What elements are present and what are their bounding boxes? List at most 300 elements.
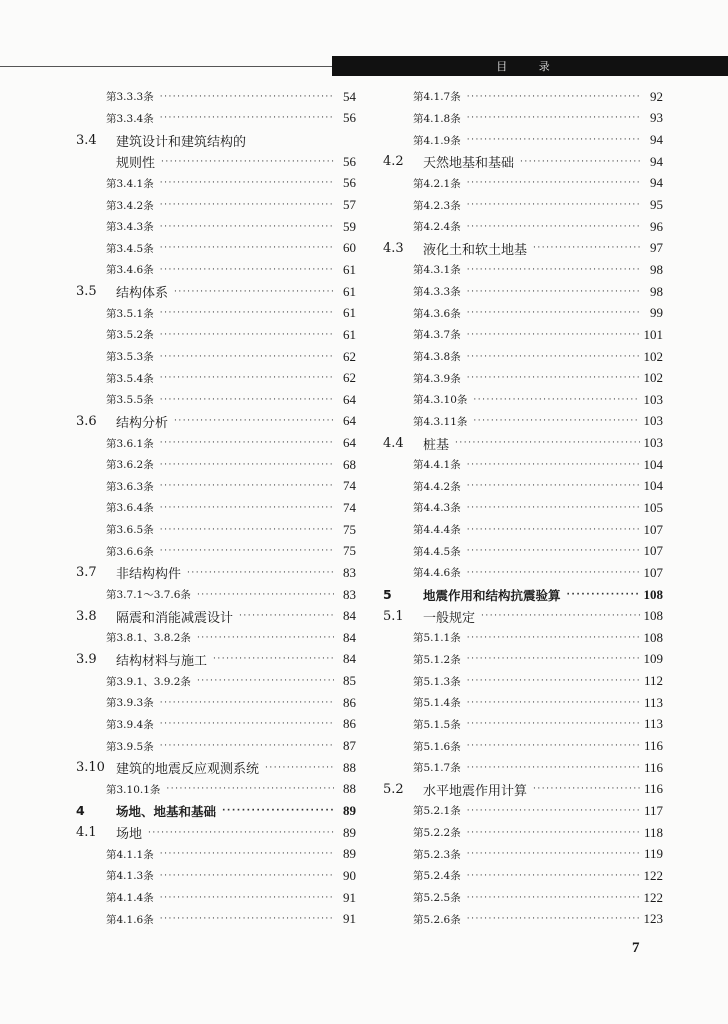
toc-entry xyxy=(76,432,356,454)
toc-entry-page: 94 xyxy=(650,175,663,191)
toc-entry-page: 83 xyxy=(343,586,356,602)
toc-entry xyxy=(383,670,663,692)
toc-leader-dots xyxy=(467,523,640,537)
toc-leader-dots xyxy=(148,826,334,840)
toc-entry xyxy=(383,887,663,909)
toc-leader-dots xyxy=(473,414,639,428)
toc-entry-title: 非结构构件 xyxy=(116,567,182,583)
toc-entry xyxy=(383,346,663,368)
toc-entry-title: 第3.6.1条 xyxy=(106,437,154,450)
toc-entry-page: 113 xyxy=(643,716,663,732)
toc-entry-title: 第4.1.6条 xyxy=(106,913,154,926)
toc-leader-dots xyxy=(467,285,641,299)
toc-entry xyxy=(383,714,663,736)
toc-leader-dots xyxy=(160,912,334,926)
toc-entry-page: 62 xyxy=(343,370,356,386)
toc-left-column xyxy=(76,86,356,930)
toc-entry-title: 天然地基和基础 xyxy=(423,156,515,172)
toc-leader-dots xyxy=(160,220,334,234)
toc-entry-page: 85 xyxy=(343,673,356,689)
toc-entry xyxy=(76,454,356,476)
toc-leader-dots xyxy=(160,306,334,320)
toc-entry-page: 89 xyxy=(343,824,356,840)
toc-leader-dots xyxy=(160,501,334,515)
toc-entry xyxy=(383,497,663,519)
toc-entry-page: 56 xyxy=(343,153,356,169)
toc-entry-number: 4.1 xyxy=(76,825,97,841)
toc-leader-dots xyxy=(467,501,640,515)
toc-entry xyxy=(383,519,663,541)
toc-leader-dots xyxy=(160,393,334,407)
toc-entry-page: 109 xyxy=(643,651,663,667)
toc-entry-page: 88 xyxy=(343,781,356,797)
toc-entry xyxy=(383,129,663,151)
toc-entry-title: 建筑的地震反应观测系统 xyxy=(116,762,260,778)
toc-entry-title: 第4.4.5条 xyxy=(413,545,461,558)
toc-entry-title: 规则性 xyxy=(116,156,156,172)
toc-entry-title: 第3.6.3条 xyxy=(106,480,154,493)
toc-leader-dots xyxy=(567,588,640,602)
toc-entry-page: 116 xyxy=(643,781,663,797)
toc-entry xyxy=(76,865,356,887)
toc-entry-page: 84 xyxy=(343,608,356,624)
toc-leader-dots xyxy=(467,761,640,775)
toc-entry-page: 94 xyxy=(650,132,663,148)
toc-entry xyxy=(383,173,663,195)
toc-entry-page: 104 xyxy=(643,456,663,472)
toc-entry-page: 108 xyxy=(643,608,663,624)
toc-entry-number: 3.4 xyxy=(76,132,97,148)
toc-entry-number: 3.6 xyxy=(76,413,97,429)
toc-entry-number: 4.2 xyxy=(383,154,404,170)
toc-leader-dots xyxy=(467,674,640,688)
toc-entry-page: 97 xyxy=(650,240,663,256)
toc-leader-dots xyxy=(160,90,334,104)
toc-entry-page: 75 xyxy=(343,521,356,537)
toc-entry-title: 结构材料与施工 xyxy=(116,653,208,669)
toc-entry-page: 64 xyxy=(343,435,356,451)
toc-entry xyxy=(76,389,356,411)
toc-entry-page: 90 xyxy=(343,867,356,883)
toc-entry-number: 5.2 xyxy=(383,781,404,797)
toc-leader-dots xyxy=(166,782,334,796)
toc-entry xyxy=(76,346,356,368)
toc-leader-dots xyxy=(222,804,334,818)
toc-entry xyxy=(383,302,663,324)
toc-entry xyxy=(383,649,663,671)
toc-entry xyxy=(76,411,356,433)
toc-entry-title: 液化土和软土地基 xyxy=(423,242,528,258)
toc-entry xyxy=(76,562,356,584)
toc-entry xyxy=(76,519,356,541)
toc-entry-title: 第5.1.1条 xyxy=(413,632,461,645)
toc-entry xyxy=(76,843,356,865)
toc-entry-number: 3.8 xyxy=(76,608,97,624)
toc-entry xyxy=(383,432,663,454)
toc-entry xyxy=(383,562,663,584)
toc-entry-page: 104 xyxy=(643,478,663,494)
toc-entry-title: 第3.5.2条 xyxy=(106,329,154,342)
toc-entry-page: 113 xyxy=(643,694,663,710)
toc-leader-dots xyxy=(213,652,334,666)
toc-entry-page: 88 xyxy=(343,759,356,775)
toc-entry xyxy=(383,281,663,303)
toc-entry-page: 74 xyxy=(343,478,356,494)
toc-entry xyxy=(76,822,356,844)
toc-entry-page: 75 xyxy=(343,543,356,559)
toc-entry xyxy=(76,887,356,909)
toc-leader-dots xyxy=(187,566,334,580)
toc-leader-dots xyxy=(160,371,334,385)
toc-entry-title: 一般规定 xyxy=(423,610,476,626)
toc-entry-page: 61 xyxy=(343,305,356,321)
toc-leader-dots xyxy=(467,220,641,234)
toc-entry-title: 第3.6.6条 xyxy=(106,545,154,558)
toc-entry xyxy=(76,324,356,346)
toc-entry-page: 98 xyxy=(650,261,663,277)
toc-entry-page: 54 xyxy=(343,88,356,104)
toc-entry xyxy=(383,367,663,389)
toc-entry-page: 92 xyxy=(650,88,663,104)
toc-entry xyxy=(383,735,663,757)
toc-leader-dots xyxy=(467,912,640,926)
toc-entry-page: 119 xyxy=(643,846,663,862)
toc-entry xyxy=(383,324,663,346)
toc-entry-page: 61 xyxy=(343,283,356,299)
toc-leader-dots xyxy=(467,133,641,147)
toc-entry-title: 第3.6.5条 xyxy=(106,524,154,537)
toc-entry-title: 第4.4.3条 xyxy=(413,502,461,515)
toc-leader-dots xyxy=(160,869,334,883)
toc-entry xyxy=(383,411,663,433)
toc-entry-title: 结构体系 xyxy=(116,286,169,302)
toc-entry-page: 68 xyxy=(343,456,356,472)
toc-leader-dots xyxy=(467,566,640,580)
toc-leader-dots xyxy=(467,111,641,125)
toc-entry-title: 第4.3.6条 xyxy=(413,307,461,320)
toc-leader-dots xyxy=(160,198,334,212)
toc-entry-page: 116 xyxy=(643,738,663,754)
toc-entry-title: 第5.1.7条 xyxy=(413,762,461,775)
toc-entry-title: 第3.7.1～3.7.6条 xyxy=(106,589,191,602)
toc-entry xyxy=(383,108,663,130)
toc-entry xyxy=(76,540,356,562)
toc-entry-page: 74 xyxy=(343,499,356,515)
toc-entry-page: 56 xyxy=(343,110,356,126)
toc-entry-title: 第3.4.5条 xyxy=(106,242,154,255)
toc-entry xyxy=(76,259,356,281)
toc-entry-title: 场地 xyxy=(116,827,143,843)
toc-entry-page: 116 xyxy=(643,759,663,775)
toc-right-column xyxy=(383,86,663,930)
toc-entry xyxy=(76,173,356,195)
toc-entry-title: 第5.2.6条 xyxy=(413,913,461,926)
toc-entry-page: 99 xyxy=(650,305,663,321)
toc-leader-dots xyxy=(533,241,641,255)
toc-entry xyxy=(76,237,356,259)
toc-leader-dots xyxy=(160,544,334,558)
toc-entry-number: 3.5 xyxy=(76,284,97,300)
toc-entry xyxy=(383,692,663,714)
toc-entry-page: 122 xyxy=(643,867,663,883)
toc-entry-number: 3.9 xyxy=(76,651,97,667)
toc-entry xyxy=(383,800,663,822)
toc-entry-page: 91 xyxy=(343,911,356,927)
toc-leader-dots xyxy=(160,479,334,493)
toc-entry-title: 第4.3.11条 xyxy=(413,415,468,428)
toc-leader-dots xyxy=(467,826,640,840)
toc-entry-title: 建筑设计和建筑结构的 xyxy=(116,134,247,150)
toc-entry-title: 隔震和消能减震设计 xyxy=(116,610,234,626)
toc-entry-page: 87 xyxy=(343,738,356,754)
toc-entry-title: 结构分析 xyxy=(116,415,169,431)
toc-entry xyxy=(76,216,356,238)
toc-entry-page: 101 xyxy=(643,326,663,342)
toc-entry-page: 84 xyxy=(343,651,356,667)
toc-entry-page: 107 xyxy=(643,564,663,580)
toc-entry-title: 第5.1.6条 xyxy=(413,740,461,753)
toc-entry-title: 场地、地基和基础 xyxy=(116,803,217,819)
toc-entry xyxy=(76,605,356,627)
toc-entry-title: 第4.3.7条 xyxy=(413,329,461,342)
toc-entry-title: 第3.9.4条 xyxy=(106,718,154,731)
toc-entry-title: 第3.6.2条 xyxy=(106,459,154,472)
toc-entry-title: 第4.1.3条 xyxy=(106,870,154,883)
toc-entry-title: 地震作用和结构抗震验算 xyxy=(423,587,561,603)
toc-entry-title: 第5.1.3条 xyxy=(413,675,461,688)
toc-leader-dots xyxy=(467,544,640,558)
toc-entry-title: 第3.6.4条 xyxy=(106,502,154,515)
toc-entry xyxy=(76,714,356,736)
toc-entry xyxy=(76,757,356,779)
toc-entry-page: 102 xyxy=(643,370,663,386)
toc-entry-title: 第5.2.5条 xyxy=(413,892,461,905)
toc-entry-title: 第4.4.6条 xyxy=(413,567,461,580)
toc-entry-title: 第4.3.10条 xyxy=(413,394,468,407)
toc-entry-page: 86 xyxy=(343,694,356,710)
toc-entry-title: 第4.4.2条 xyxy=(413,480,461,493)
toc-entry-title: 第3.8.1、3.8.2条 xyxy=(106,632,191,645)
page-number: 7 xyxy=(632,940,640,956)
toc-entry xyxy=(76,108,356,130)
toc-leader-dots xyxy=(467,350,640,364)
toc-entry-title: 水平地震作用计算 xyxy=(423,783,528,799)
toc-entry-page: 86 xyxy=(343,716,356,732)
toc-leader-dots xyxy=(160,241,334,255)
toc-entry-page: 56 xyxy=(343,175,356,191)
toc-entry-title: 第5.1.5条 xyxy=(413,718,461,731)
toc-leader-dots xyxy=(160,436,334,450)
toc-leader-dots xyxy=(467,371,640,385)
toc-entry xyxy=(76,476,356,498)
toc-entry-page: 91 xyxy=(343,889,356,905)
toc-entry xyxy=(383,151,663,173)
toc-entry xyxy=(76,584,356,606)
toc-entry xyxy=(383,822,663,844)
toc-entry-title: 第4.3.9条 xyxy=(413,372,461,385)
toc-entry-title: 第3.5.5条 xyxy=(106,394,154,407)
toc-entry xyxy=(383,584,663,606)
toc-entry xyxy=(76,735,356,757)
toc-entry-number: 5.1 xyxy=(383,608,404,624)
toc-leader-dots xyxy=(160,717,334,731)
toc-entry-page: 93 xyxy=(650,110,663,126)
toc-entry-title: 第3.3.4条 xyxy=(106,112,154,125)
toc-leader-dots xyxy=(265,761,334,775)
toc-entry-number: 5 xyxy=(383,587,392,603)
toc-entry-page: 61 xyxy=(343,326,356,342)
toc-entry xyxy=(76,86,356,108)
toc-entry xyxy=(383,865,663,887)
toc-leader-dots xyxy=(467,176,641,190)
toc-entry-number: 4 xyxy=(76,803,85,819)
toc-entry-page: 89 xyxy=(343,802,356,818)
toc-entry-number: 3.10 xyxy=(76,760,105,776)
toc-entry-title: 第3.9.1、3.9.2条 xyxy=(106,675,191,688)
toc-entry xyxy=(76,281,356,303)
toc-leader-dots xyxy=(467,263,641,277)
toc-entry-title: 第5.1.2条 xyxy=(413,653,461,666)
toc-leader-dots xyxy=(467,328,640,342)
toc-entry-page: 103 xyxy=(643,435,663,451)
toc-entry-title: 第5.2.2条 xyxy=(413,827,461,840)
toc-entry-page: 83 xyxy=(343,564,356,580)
toc-leader-dots xyxy=(467,847,640,861)
toc-leader-dots xyxy=(197,631,334,645)
toc-entry-page: 98 xyxy=(650,283,663,299)
toc-leader-dots xyxy=(160,891,334,905)
toc-leader-dots xyxy=(197,674,334,688)
toc-leader-dots xyxy=(160,176,334,190)
toc-entry-page: 96 xyxy=(650,218,663,234)
toc-entry xyxy=(76,367,356,389)
toc-entry xyxy=(76,151,356,173)
toc-entry-page: 57 xyxy=(343,197,356,213)
toc-entry-page: 102 xyxy=(643,348,663,364)
toc-entry-title: 第3.5.3条 xyxy=(106,351,154,363)
toc-entry-title: 第4.1.9条 xyxy=(413,134,461,147)
toc-entry-page: 117 xyxy=(643,802,663,818)
toc-entry xyxy=(76,692,356,714)
toc-entry-title: 第5.2.3条 xyxy=(413,848,461,861)
toc-entry-title: 第4.2.3条 xyxy=(413,199,461,212)
toc-leader-dots xyxy=(473,393,639,407)
toc-entry xyxy=(383,605,663,627)
toc-leader-dots xyxy=(467,306,641,320)
toc-entry xyxy=(383,216,663,238)
toc-entry-title: 第4.1.7条 xyxy=(413,91,461,104)
toc-entry-page: 89 xyxy=(343,846,356,862)
toc-leader-dots xyxy=(467,458,640,472)
toc-entry xyxy=(76,779,356,801)
toc-entry-title: 第3.4.1条 xyxy=(106,177,154,190)
toc-entry-page: 108 xyxy=(643,629,663,645)
toc-entry xyxy=(383,540,663,562)
toc-entry-title: 第3.5.4条 xyxy=(106,372,154,385)
toc-leader-dots xyxy=(467,891,640,905)
toc-leader-dots xyxy=(467,869,640,883)
toc-entry xyxy=(76,497,356,519)
toc-entry-number: 3.7 xyxy=(76,565,97,581)
toc-leader-dots xyxy=(160,739,334,753)
toc-entry-page: 112 xyxy=(643,673,663,689)
toc-entry-page: 61 xyxy=(343,261,356,277)
toc-leader-dots xyxy=(174,414,334,428)
toc-entry-title: 第4.3.8条 xyxy=(413,351,461,363)
toc-leader-dots xyxy=(197,588,334,602)
toc-leader-dots xyxy=(160,263,334,277)
toc-entry-title: 第4.1.1条 xyxy=(106,848,154,861)
toc-leader-dots xyxy=(160,458,334,472)
toc-leader-dots xyxy=(467,739,640,753)
toc-entry-page: 64 xyxy=(343,391,356,407)
toc-leader-dots xyxy=(467,804,640,818)
toc-entry-title: 第4.1.4条 xyxy=(106,892,154,905)
toc-entry xyxy=(383,389,663,411)
toc-entry-page: 60 xyxy=(343,240,356,256)
toc-leader-dots xyxy=(161,155,334,169)
toc-entry-title: 第5.2.4条 xyxy=(413,870,461,883)
toc-entry-page: 94 xyxy=(650,153,663,169)
toc-leader-dots xyxy=(467,198,641,212)
toc-entry-page: 123 xyxy=(643,911,663,927)
toc-entry-title: 第3.4.6条 xyxy=(106,264,154,277)
toc-entry xyxy=(76,649,356,671)
toc-entry-title: 第4.4.1条 xyxy=(413,459,461,472)
toc-entry xyxy=(383,779,663,801)
toc-entry-page: 118 xyxy=(643,824,663,840)
toc-leader-dots xyxy=(467,717,640,731)
toc-entry-title: 第3.9.3条 xyxy=(106,697,154,710)
toc-leader-dots xyxy=(467,652,640,666)
toc-entry xyxy=(383,476,663,498)
toc-leader-dots xyxy=(174,285,334,299)
toc-entry-page: 108 xyxy=(643,586,663,602)
toc-entry xyxy=(76,908,356,930)
toc-entry-page: 84 xyxy=(343,629,356,645)
toc-leader-dots xyxy=(160,523,334,537)
toc-leader-dots xyxy=(160,328,334,342)
toc-entry-page: 59 xyxy=(343,218,356,234)
toc-entry xyxy=(383,908,663,930)
toc-entry xyxy=(76,627,356,649)
toc-entry-title: 第3.4.3条 xyxy=(106,221,154,234)
toc-entry-page: 122 xyxy=(643,889,663,905)
toc-entry-title: 第4.2.4条 xyxy=(413,221,461,234)
toc-leader-dots xyxy=(160,847,334,861)
toc-entry-title: 第5.1.4条 xyxy=(413,697,461,710)
toc-entry xyxy=(383,757,663,779)
running-header: 目 录 xyxy=(332,56,728,76)
toc-entry-title: 第3.4.2条 xyxy=(106,199,154,212)
toc-entry-title: 第4.1.8条 xyxy=(413,112,461,125)
toc-entry xyxy=(383,454,663,476)
toc-entry-page: 64 xyxy=(343,413,356,429)
toc-leader-dots xyxy=(467,479,640,493)
toc-leader-dots xyxy=(467,631,640,645)
toc-entry-number: 4.4 xyxy=(383,435,404,451)
toc-entry xyxy=(383,259,663,281)
toc-leader-dots xyxy=(467,90,641,104)
toc-entry xyxy=(383,86,663,108)
toc-entry-title: 第4.3.1条 xyxy=(413,264,461,277)
toc-leader-dots xyxy=(160,350,334,364)
toc-entry-page: 103 xyxy=(643,413,663,429)
toc-entry-title: 第3.9.5条 xyxy=(106,740,154,753)
toc-entry xyxy=(76,129,356,151)
toc-leader-dots xyxy=(481,609,639,623)
toc-leader-dots xyxy=(455,436,639,450)
